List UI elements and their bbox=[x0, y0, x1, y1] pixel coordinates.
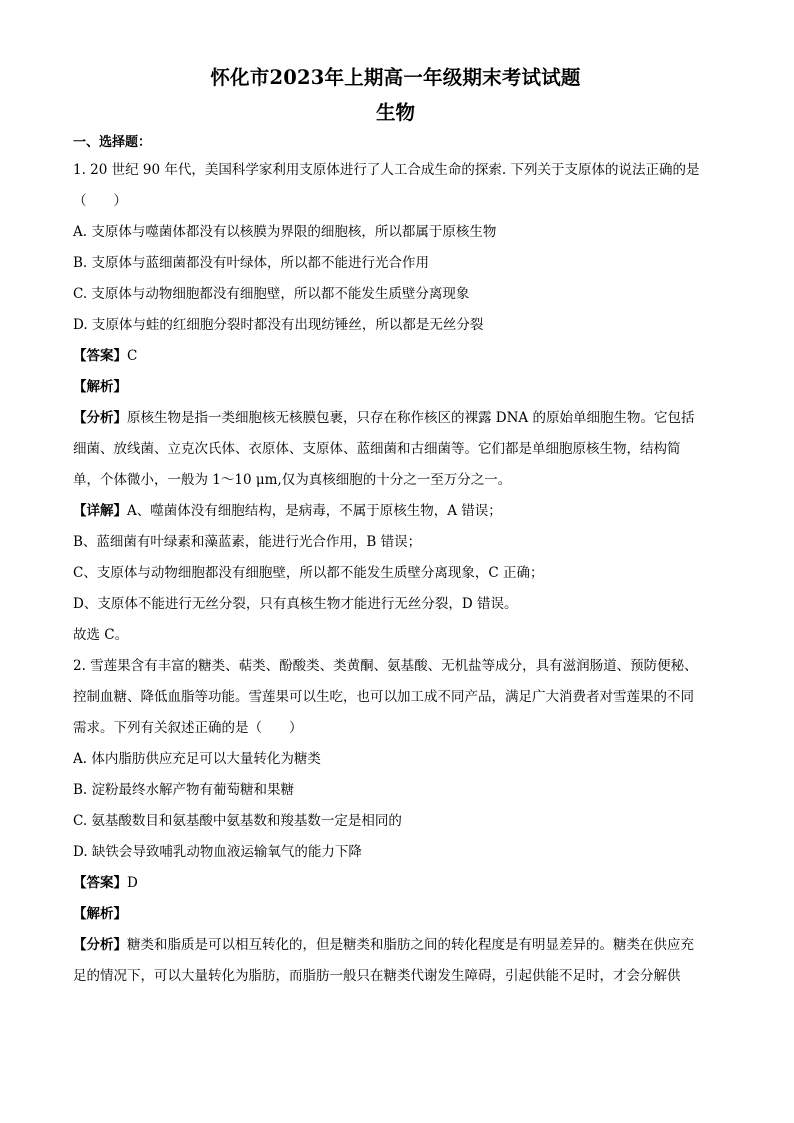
question-1-stem-line-1: 1. 20 世纪 90 年代，美国科学家利用支原体进行了人工合成生命的探索. 下列关于支原体的说法正确的是 bbox=[73, 162, 700, 178]
question-1-xiangjie-line-4: D、支原体不能进行无丝分裂，只有真核生物才能进行无丝分裂，D 错误。 bbox=[73, 596, 518, 612]
question-2-option-a: A. 体内脂肪供应充足可以大量转化为糖类 bbox=[73, 751, 321, 767]
question-1-analysis-tag bbox=[73, 372, 718, 403]
question-2-stem-line-3: 需求。下列有关叙述正确的是（ ） bbox=[73, 720, 303, 736]
question-2-fenxi-line-1 bbox=[73, 930, 718, 961]
question-1-option-b: B. 支原体与蓝细菌都没有叶绿体，所以都不能进行光合作用 bbox=[73, 255, 430, 271]
xiangjie-tag: 【详解】 bbox=[73, 503, 127, 519]
analysis-tag: 【解析】 bbox=[73, 906, 127, 922]
analysis-tag: 【解析】 bbox=[73, 379, 127, 395]
question-2 bbox=[73, 651, 718, 992]
section-heading: 一、选择题： bbox=[73, 135, 152, 150]
answer-value: C bbox=[127, 348, 138, 364]
fenxi-text: 糖类和脂质是可以相互转化的，但是糖类和脂肪之间的转化程度是有明显差异的。糖类在供应充 bbox=[127, 937, 694, 953]
question-2-option-c: C. 氨基酸数目和氨基酸中氨基数和羧基数一定是相同的 bbox=[73, 813, 402, 829]
question-1-fenxi-line-1 bbox=[73, 403, 718, 434]
subject-title: 生物 bbox=[375, 101, 415, 124]
question-2-stem-line-1: 2. 雪莲果含有丰富的糖类、萜类、酚酸类、类黄酮、氨基酸、无机盐等成分，具有滋润肠道、预防便秘、 bbox=[73, 658, 698, 674]
answer-value: D bbox=[127, 875, 138, 891]
answer-tag: 【答案】 bbox=[73, 348, 127, 364]
question-1-xiangjie-line-2: B、蓝细菌有叶绿素和藻蓝素，能进行光合作用，B 错误； bbox=[73, 534, 422, 550]
question-2-analysis-tag bbox=[73, 899, 718, 930]
question-1-answer bbox=[73, 341, 718, 372]
fenxi-tag: 【分析】 bbox=[73, 410, 127, 426]
question-1 bbox=[73, 155, 718, 651]
question-1-stem-line-2: （ ） bbox=[73, 193, 127, 209]
xiangjie-text: A、噬菌体没有细胞结构，是病毒，不属于原核生物，A 错误； bbox=[127, 503, 502, 519]
fenxi-text: 原核生物是指一类细胞核无核膜包裹，只存在称作核区的裸露 DNA 的原始单细胞生物。它包括 bbox=[127, 410, 695, 426]
answer-tag: 【答案】 bbox=[73, 875, 127, 891]
fenxi-tag: 【分析】 bbox=[73, 937, 127, 953]
question-2-stem-line-2: 控制血糖、降低血脂等功能。雪莲果可以生吃，也可以加工成不同产品，满足广大消费者对雪莲果的不同 bbox=[73, 689, 694, 705]
question-1-option-c: C. 支原体与动物细胞都没有细胞壁，所以都不能发生质壁分离现象 bbox=[73, 286, 470, 302]
question-2-option-d: D. 缺铁会导致哺乳动物血液运输氧气的能力下降 bbox=[73, 844, 362, 860]
question-1-option-d: D. 支原体与蛙的红细胞分裂时都没有出现纺锤丝，所以都是无丝分裂 bbox=[73, 317, 484, 333]
question-1-option-a: A. 支原体与噬菌体都没有以核膜为界限的细胞核，所以都属于原核生物 bbox=[73, 224, 497, 240]
question-1-xiangjie-line-1 bbox=[73, 496, 718, 527]
question-2-answer bbox=[73, 868, 718, 899]
question-1-fenxi-line-2: 细菌、放线菌、立克次氏体、衣原体、支原体、蓝细菌和古细菌等。它们都是单细胞原核生物，结构简 bbox=[73, 441, 681, 457]
question-1-xiangjie-line-3: C、支原体与动物细胞都没有细胞壁，所以都不能发生质壁分离现象，C 正确； bbox=[73, 565, 544, 581]
question-2-option-b: B. 淀粉最终水解产物有葡萄糖和果糖 bbox=[73, 782, 295, 798]
question-1-conclusion: 故选 C。 bbox=[73, 627, 129, 643]
question-1-fenxi-line-3: 单，个体微小，一般为 1～10 μm,仅为真核细胞的十分之一至万分之一。 bbox=[73, 472, 512, 488]
question-2-fenxi-line-2: 足的情况下，可以大量转化为脂肪，而脂肪一般只在糖类代谢发生障碍，引起供能不足时，才会分解供 bbox=[73, 968, 681, 984]
exam-title: 怀化市2023年上期高一年级期末考试试题 bbox=[210, 66, 581, 89]
